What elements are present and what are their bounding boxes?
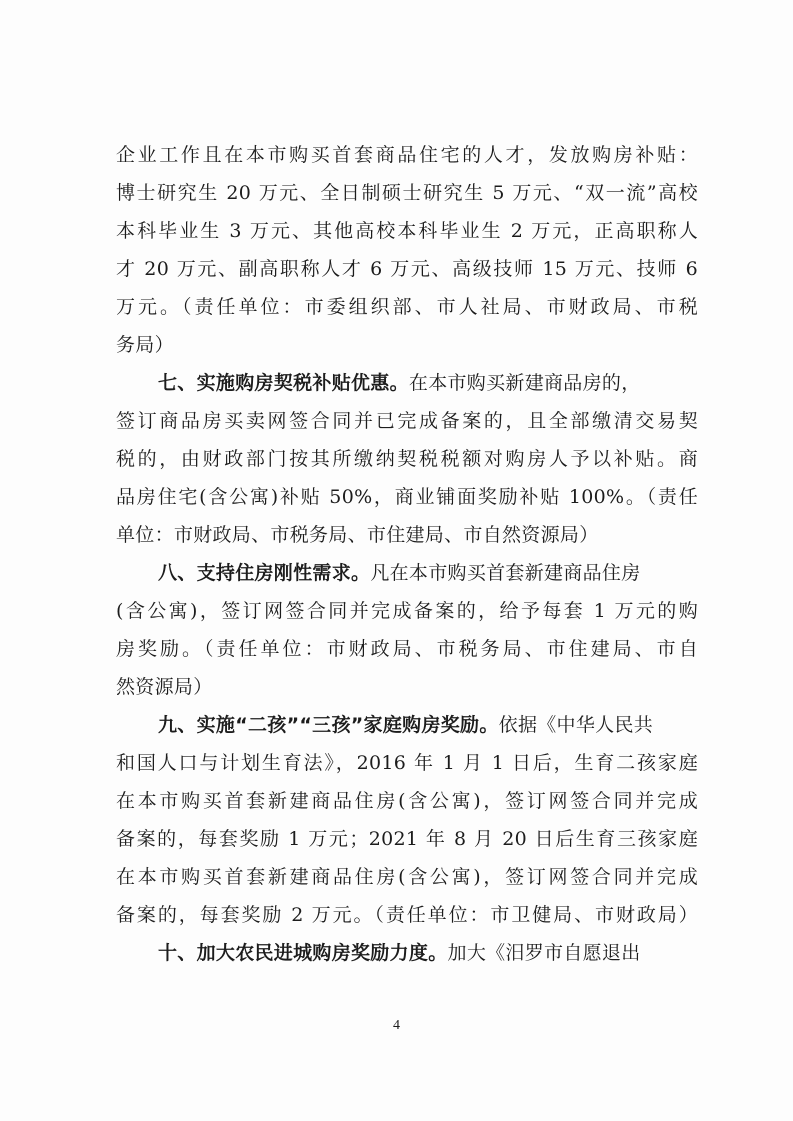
page-number: 4 — [393, 1018, 400, 1033]
paragraph-9 — [116, 706, 698, 934]
text-line: 才 20 万元、副高职称人才 6 万元、高级技师 15 万元、技师 6 — [116, 258, 698, 280]
section-heading: 十、加大农民进城购房奖励力度。 — [158, 942, 448, 964]
text-line: 博士研究生 20 万元、全日制硕士研究生 5 万元、“双一流”高校 — [116, 182, 698, 204]
text-line: 在本市购买首套新建商品住房(含公寓)，签订网签合同并完成 — [116, 790, 698, 812]
section-heading: 九、实施“二孩”“三孩”家庭购房奖励。 — [158, 714, 499, 736]
text-line: 单位：市财政局、市税务局、市住建局、市自然资源局） — [116, 524, 599, 546]
text-line: 税的，由财政部门按其所缴纳契税税额对购房人予以补贴。商 — [116, 448, 698, 470]
text-run: 在本市购买新建商品房的， — [408, 372, 641, 394]
document-body — [116, 136, 698, 972]
text-line: 和国人口与计划生育法》，2016 年 1 月 1 日后，生育二孩家庭 — [116, 752, 698, 774]
text-run: 依据《中华人民共 — [498, 714, 654, 736]
text-line: 房奖励。（责任单位：市财政局、市税务局、市住建局、市自 — [116, 638, 698, 660]
text-run: 加大《汨罗市自愿退出 — [447, 942, 641, 964]
paragraph-7 — [116, 364, 698, 554]
text-line: (含公寓)，签订网签合同并完成备案的，给予每套 1 万元的购 — [116, 600, 698, 622]
text-line: 然资源局） — [116, 676, 213, 698]
text-run: 凡在本市购买首套新建商品住房 — [370, 562, 641, 584]
paragraph-first-line — [116, 706, 698, 744]
paragraph-10 — [116, 934, 698, 972]
text-line: 签订商品房买卖网签合同并已完成备案的，且全部缴清交易契 — [116, 410, 698, 432]
text-line: 备案的，每套奖励 2 万元。（责任单位：市卫健局、市财政局） — [116, 904, 698, 926]
text-line: 企业工作且在本市购买首套商品住宅的人才，发放购房补贴： — [116, 144, 698, 166]
text-line: 本科毕业生 3 万元、其他高校本科毕业生 2 万元，正高职称人 — [116, 220, 698, 242]
text-line: 万元。（责任单位：市委组织部、市人社局、市财政局、市税 — [116, 296, 698, 318]
text-line: 备案的，每套奖励 1 万元；2021 年 8 月 20 日后生育三孩家庭 — [116, 828, 698, 850]
paragraph-first-line — [116, 934, 698, 972]
text-line: 在本市购买首套新建商品住房(含公寓)，签订网签合同并完成 — [116, 866, 698, 888]
section-heading: 八、支持住房刚性需求。 — [158, 562, 371, 584]
text-line: 品房住宅(含公寓)补贴 50%，商业铺面奖励补贴 100%。（责任 — [116, 486, 698, 508]
paragraph-6-tail — [116, 136, 698, 364]
paragraph-first-line — [116, 554, 698, 592]
text-line: 务局） — [116, 334, 174, 356]
section-heading: 七、实施购房契税补贴优惠。 — [158, 372, 409, 394]
paragraph-8 — [116, 554, 698, 706]
paragraph-first-line — [116, 364, 698, 402]
